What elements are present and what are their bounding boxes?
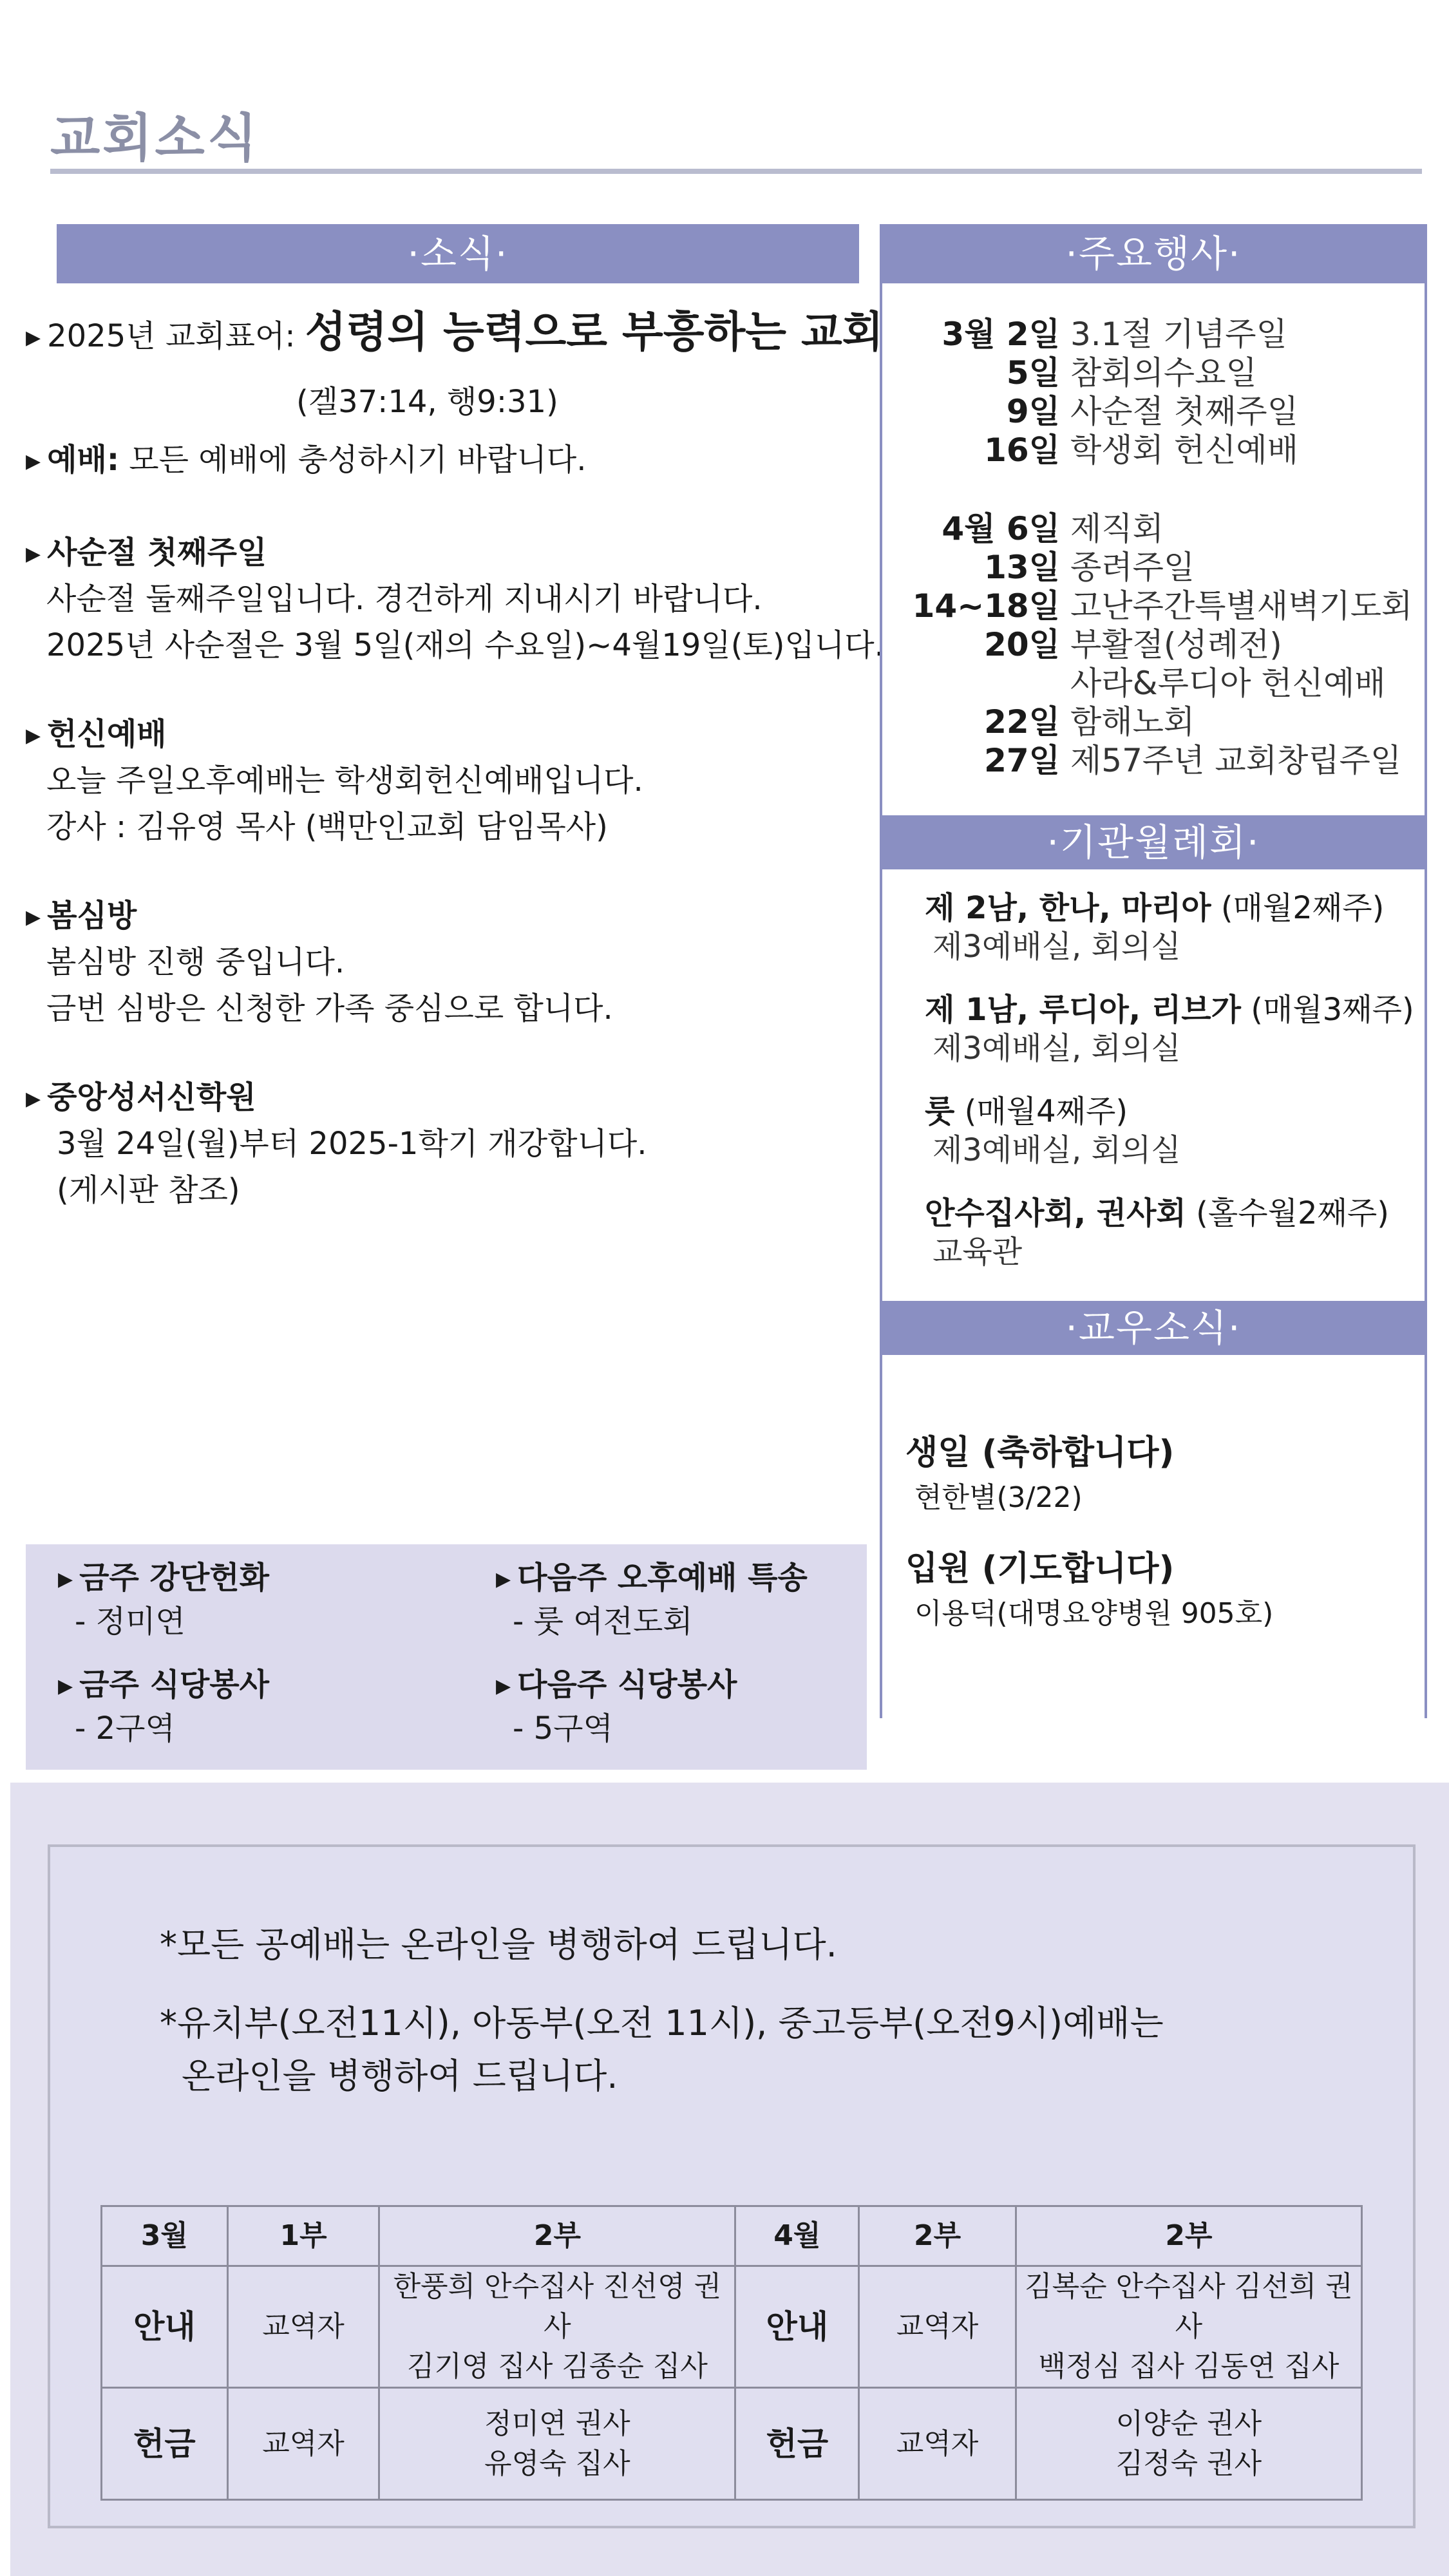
dedication-title-row [26,711,167,759]
lent-line-1: 사순절 둘째주일입니다. 경건하게 지내시기 바랍니다. [46,581,762,617]
kitchen-title-row: ▶ 금주 식당봉사 [58,1667,269,1703]
motto-row [26,309,884,361]
spring-title: 봄심방 [47,898,137,934]
seminary-title-row [26,1074,256,1122]
motto-text: 성령의 능력으로 부흥하는 교회 [305,307,884,357]
table-header-cell: 4월 [735,2206,859,2266]
table-cell: 한풍희 안수집사 진선영 권사 김기영 집사 김종순 집사 [379,2266,735,2388]
worship-row [26,437,586,485]
table-header-cell: 1부 [227,2206,379,2266]
title-divider [50,169,1422,174]
motto-reference: (겔37:14, 행9:31) [296,384,558,420]
meetings-header: ·기관월례회· [880,815,1427,869]
members-header: ·교우소식· [880,1301,1427,1355]
table-cell: 교역자 [227,2266,379,2388]
lent-line-2: 2025년 사순절은 3월 5일(재의 수요일)~4월19일(토)입니다. [46,627,884,663]
special-title-row: ▶ 다음주 오후예배 특송 [496,1560,808,1596]
table-row [102,2388,1362,2500]
page-title: 교회소식 [50,108,260,168]
birthday-title: 생일 (축하합니다) [905,1434,1175,1472]
meeting-item: 안수집사회, 권사회 (홀수월2째주) [925,1195,1389,1231]
table-cell: 교역자 [859,2388,1016,2500]
meeting-item: 제 1남, 루디아, 리브가 (매월3째주) [925,992,1414,1028]
table-cell: 이양순 권사 김정숙 권사 [1016,2388,1361,2500]
notice-line-1: *모든 공예배는 온라인을 병행하여 드립니다. [160,1924,837,1965]
meeting-place: 제3예배실, 회의실 [933,929,1181,965]
table-header-cell: 2부 [859,2206,1016,2266]
spring-line-2: 금번 심방은 신청한 가족 중심으로 합니다. [46,990,613,1027]
row-label: 헌금 [735,2388,859,2500]
table-cell: 교역자 [859,2266,1016,2388]
dedication-title: 헌신예배 [47,716,167,752]
seminary-line-2: (게시판 참조) [57,1172,240,1208]
bullet-triangle-icon: ▶ [58,1675,73,1698]
bullet-triangle-icon: ▶ [26,724,41,747]
next-kitchen-value: - 5구역 [513,1710,613,1747]
news-header: ·소식· [57,224,859,283]
bullet-triangle-icon: ▶ [496,1675,511,1698]
bullet-triangle-icon: ▶ [58,1568,73,1591]
bullet-triangle-icon: ▶ [496,1568,511,1591]
meeting-item: 룻 (매월4째주) [925,1094,1128,1130]
table-cell: 김복순 안수집사 김선희 권사 백정심 집사 김동연 집사 [1016,2266,1361,2388]
table-header-row [102,2206,1362,2266]
service-duty-table [100,2205,1363,2501]
motto-label: 2025년 교회표어: [47,318,296,354]
events-header: ·주요행사· [880,224,1427,283]
table-cell: 교역자 [227,2388,379,2500]
worship-label: 예배: [47,442,120,478]
row-label: 헌금 [102,2388,228,2500]
kitchen-value: - 2구역 [75,1710,175,1747]
bullet-triangle-icon: ▶ [26,1088,41,1110]
table-header-cell: 3월 [102,2206,228,2266]
bullet-triangle-icon: ▶ [26,543,41,565]
meeting-place: 제3예배실, 회의실 [933,1030,1181,1066]
lent-title: 사순절 첫째주일 [47,535,267,571]
table-cell: 정미연 권사 유영숙 집사 [379,2388,735,2500]
flower-title-row: ▶ 금주 강단헌화 [58,1560,269,1596]
meeting-place: 교육관 [933,1234,1023,1270]
bullet-triangle-icon: ▶ [26,906,41,929]
birthday-text: 현한별(3/22) [914,1481,1083,1514]
spring-title-row [26,893,137,941]
meeting-item: 제 2남, 한나, 마리아 (매월2째주) [925,890,1385,926]
bullet-triangle-icon: ▶ [26,450,41,473]
special-value: - 룻 여전도회 [513,1604,693,1640]
lent-title-row [26,529,267,578]
worship-text: 모든 예배에 충성하시기 바랍니다. [129,442,587,478]
flower-value: - 정미연 [75,1604,185,1640]
dedication-line-2: 강사 : 김유영 목사 (백만인교회 담임목사) [46,809,608,845]
row-label: 안내 [735,2266,859,2388]
hospital-text: 이용덕(대명요양병원 905호) [914,1597,1274,1630]
seminary-title: 중앙성서신학원 [47,1079,256,1115]
table-header-cell: 2부 [379,2206,735,2266]
dedication-line-1: 오늘 주일오후예배는 학생회헌신예배입니다. [46,762,643,799]
seminary-line-1: 3월 24일(월)부터 2025-1학기 개강합니다. [57,1126,647,1162]
table-header-cell: 2부 [1016,2206,1361,2266]
table-row [102,2266,1362,2388]
hospital-title: 입원 (기도합니다) [905,1549,1175,1588]
next-kitchen-title-row: ▶ 다음주 식당봉사 [496,1667,737,1703]
meeting-place: 제3예배실, 회의실 [933,1132,1181,1168]
notice-line-2: *유치부(오전11시), 아동부(오전 11시), 중고등부(오전9시)예배는 [160,2003,1164,2043]
spring-line-1: 봄심방 진행 중입니다. [46,944,345,980]
row-label: 안내 [102,2266,228,2388]
duties-box [26,1544,867,1770]
notice-line-3: 온라인을 병행하여 드립니다. [182,2056,618,2096]
bullet-triangle-icon: ▶ [26,327,41,349]
